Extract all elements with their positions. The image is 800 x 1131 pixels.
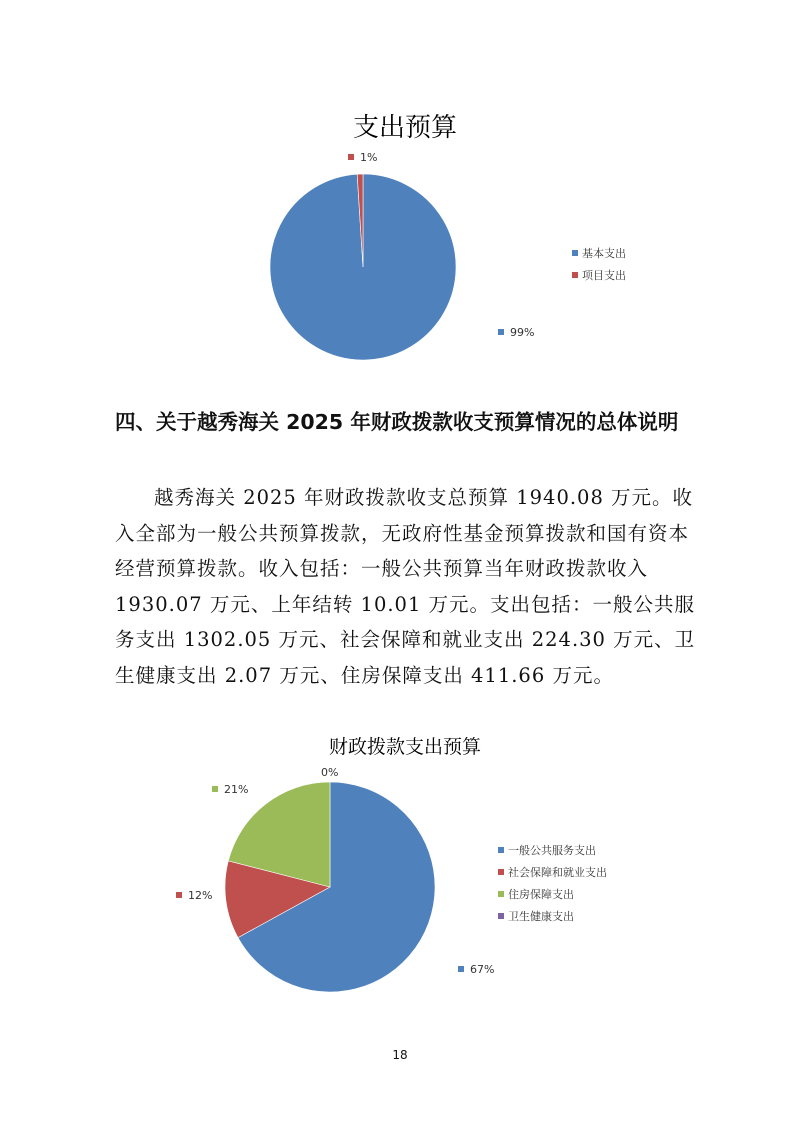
section-heading: 四、关于越秀海关 2025 年财政拨款收支预算情况的总体说明 [115, 410, 679, 434]
svg-text:社会保障和就业支出: 社会保障和就业支出 [508, 866, 607, 879]
chart-title: 财政拨款支出预算 [328, 736, 482, 758]
data-label-1 [498, 326, 534, 339]
legend-item-2 [572, 268, 626, 282]
svg-text:21%: 21% [224, 783, 249, 796]
data-label-1 [458, 963, 494, 976]
svg-text:67%: 67% [470, 963, 495, 976]
svg-text:0%: 0% [321, 766, 339, 779]
svg-text:1%: 1% [360, 151, 378, 164]
data-label-3 [212, 783, 248, 796]
fiscal-appropriation-expenditure-pie-chart [0, 725, 800, 1025]
chart-title: 支出预算 [352, 113, 458, 143]
expenditure-budget-pie-chart [0, 100, 800, 380]
legend-item-1 [498, 843, 596, 857]
legend-item-2 [498, 865, 607, 879]
data-label-2 [176, 889, 212, 902]
svg-text:住房保障支出: 住房保障支出 [508, 888, 574, 901]
svg-text:卫生健康支出: 卫生健康支出 [508, 910, 574, 923]
page-number: 18 [392, 1048, 408, 1062]
data-label-2 [348, 151, 377, 164]
data-label-4 [321, 766, 338, 779]
svg-text:一般公共服务支出: 一般公共服务支出 [508, 844, 596, 857]
legend-item-1 [572, 246, 626, 260]
svg-text:基本支出: 基本支出 [582, 247, 626, 260]
svg-text:99%: 99% [510, 326, 535, 339]
legend-item-3 [498, 887, 574, 901]
svg-text:项目支出: 项目支出 [582, 269, 626, 282]
section-body: 越秀海关 2025 年财政拨款收支总预算 1940.08 万元。收入全部为一般公共预算拨款，无政府性基金预算拨款和国有资本经营预算拨款。收入包括：一般公共预算当年财政拨款收入 1930.07 万元、上年结转 10.01 万元。支出包括：一般公共服务支出 1302.05 万元、社会保障和就业支出 224.30 万元、卫生健康支出 2.07 万元、住房保障支出 411.66 万元。 [115, 486, 696, 687]
legend-item-4 [498, 909, 574, 923]
svg-text:12%: 12% [188, 889, 213, 902]
